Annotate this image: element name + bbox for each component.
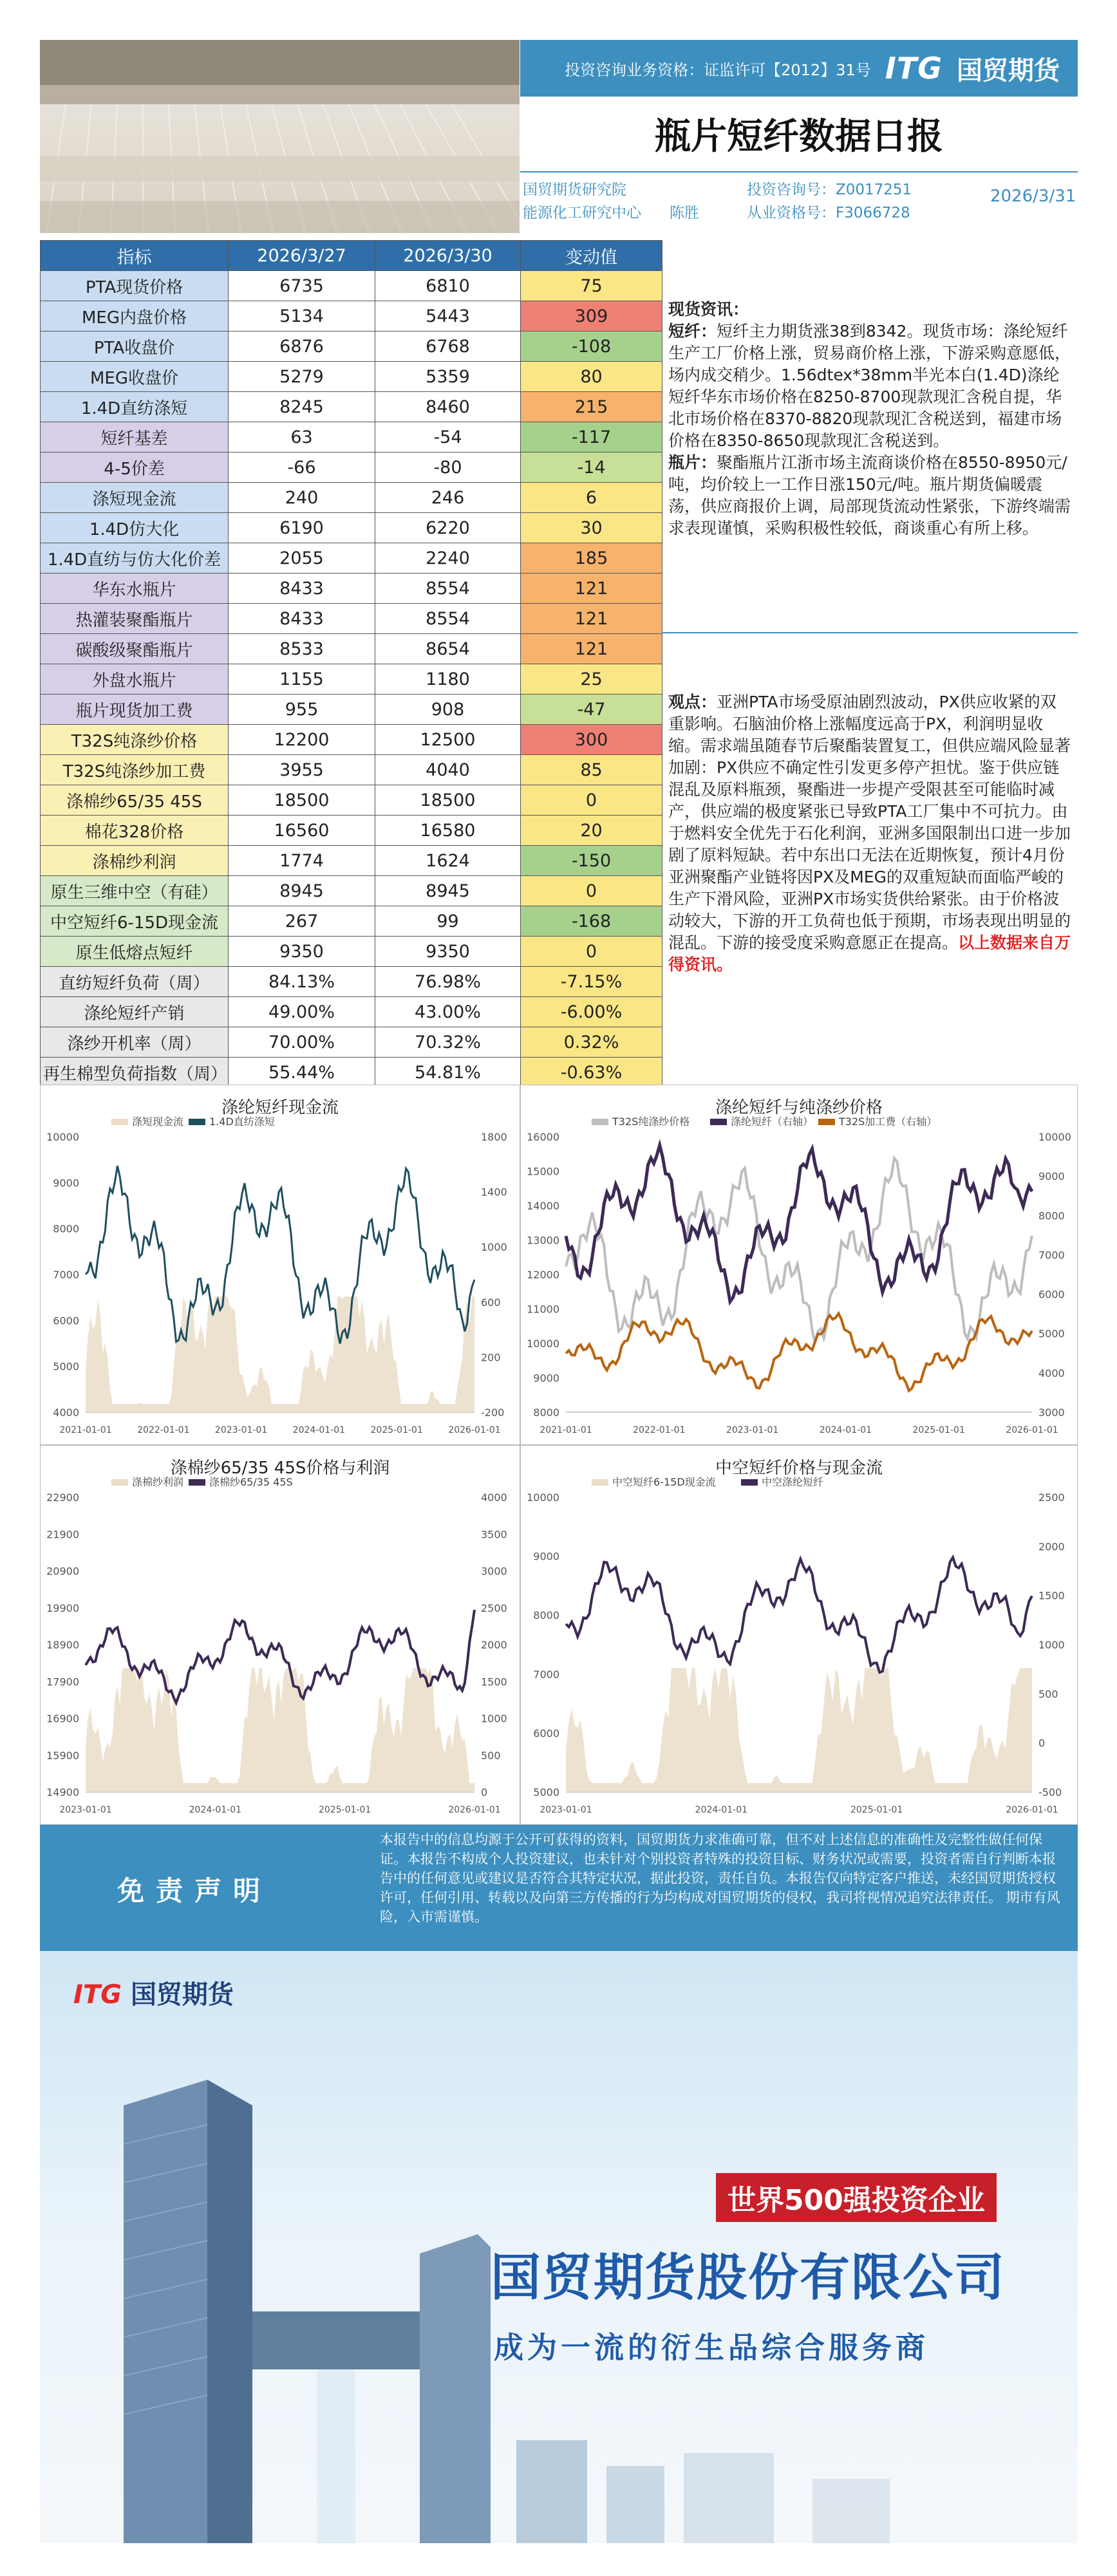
y-tick-right: 1400 [481, 1186, 507, 1199]
value-date-1: 6190 [229, 513, 375, 543]
y-tick-left: 6000 [53, 1314, 79, 1327]
x-tick: 2026-01-01 [448, 1805, 501, 1815]
chart-fiber-yarn-price [520, 1085, 1078, 1445]
chart-title: 涤纶短纤现金流 [221, 1098, 339, 1117]
y-tick-left: 7000 [533, 1668, 559, 1681]
company-slogan: 成为一流的衍生品综合服务商 [494, 2330, 929, 2365]
indicator-name: 1.4D直纺与仿大化价差 [41, 543, 229, 574]
change-value: 0.32% [521, 1027, 662, 1058]
indicator-name: 棉花328价格 [41, 816, 229, 846]
value-date-1: 55.44% [229, 1058, 375, 1088]
disclaimer-label: 免责声明 [117, 1875, 272, 1907]
x-tick: 2026-01-01 [1006, 1805, 1058, 1815]
value-date-1: 63 [229, 422, 375, 453]
x-tick: 2025-01-01 [912, 1425, 965, 1435]
indicator-name: 瓶片现货加工费 [41, 695, 229, 725]
table-row [41, 453, 662, 483]
data-table [40, 240, 662, 1088]
chart-title: 中空短纤价格与现金流 [715, 1459, 883, 1478]
header-change: 变动值 [521, 241, 662, 271]
y-tick-left: 15900 [46, 1749, 79, 1762]
spot-heading: 现货资讯： [668, 300, 749, 319]
value-date-2: 16580 [375, 816, 521, 846]
legend-swatch [710, 1119, 727, 1125]
value-date-2: 908 [375, 695, 521, 725]
table-header-row [41, 241, 662, 271]
legend-swatch [111, 1479, 128, 1486]
y-tick-left: 5000 [53, 1360, 79, 1373]
table-row [41, 755, 662, 785]
change-value: 0 [521, 876, 662, 906]
indicator-name: 原生低熔点短纤 [41, 937, 229, 967]
indicator-name: 涤纱开机率（周） [41, 1027, 229, 1058]
chart-hollow-fiber [520, 1445, 1078, 1825]
y-tick-right: 1500 [481, 1675, 507, 1688]
indicator-name: 短纤基差 [41, 422, 229, 453]
y-tick-right: 3500 [481, 1528, 507, 1541]
y-tick-right: -200 [481, 1406, 505, 1419]
x-tick: 2026-01-01 [1006, 1425, 1058, 1435]
indicator-name: T32S纯涤纱价格 [41, 725, 229, 755]
legend-label: T32S纯涤纱价格 [612, 1115, 690, 1128]
indicator-name: 热灌装聚酯瓶片 [41, 604, 229, 634]
y-tick-right: 1500 [1038, 1589, 1065, 1602]
y-tick-right: 0 [481, 1786, 488, 1798]
table-row [41, 362, 662, 392]
change-value: 30 [521, 513, 662, 543]
y-tick-right: 3000 [1038, 1406, 1065, 1419]
consult-number: 投资咨询号：Z0017251 [747, 182, 912, 198]
y-tick-left: 6000 [533, 1727, 559, 1740]
change-value: 121 [521, 574, 662, 604]
fortune-badge: 世界500强投资企业 [716, 2173, 997, 2222]
legend-label: T32S加工费（右轴） [839, 1115, 937, 1128]
x-tick: 2024-01-01 [189, 1805, 242, 1815]
indicator-name: T32S纯涤纱加工费 [41, 755, 229, 785]
header-date-2: 2026/3/30 [375, 241, 521, 271]
y-tick-right: 2500 [481, 1601, 507, 1614]
indicator-name: 涤棉纱利润 [41, 846, 229, 876]
x-tick: 2023-01-01 [214, 1425, 268, 1435]
value-date-1: 8433 [229, 604, 375, 634]
indicator-name: 碳酸级聚酯瓶片 [41, 634, 229, 664]
value-date-1: 2055 [229, 543, 375, 574]
company-name: 国贸期货股份有限公司 [491, 2249, 1006, 2307]
y-tick-left: 9000 [533, 1372, 559, 1385]
legend-swatch [818, 1119, 835, 1125]
legend-swatch [189, 1119, 205, 1125]
value-date-1: 70.00% [229, 1027, 375, 1058]
indicator-name: 涤短现金流 [41, 483, 229, 513]
value-date-2: 70.32% [375, 1027, 521, 1058]
change-value: 121 [521, 634, 662, 664]
header-indicator: 指标 [41, 241, 229, 271]
value-date-1: 16560 [229, 816, 375, 846]
legend-label: 中空涤纶短纤 [762, 1476, 824, 1488]
chart-svg [521, 1085, 1077, 1444]
x-tick: 2021-01-01 [540, 1425, 592, 1435]
value-date-2: 5359 [375, 362, 521, 392]
y-tick-right: 1000 [481, 1241, 507, 1254]
spot-label-fiber: 短纤： [668, 322, 717, 341]
value-date-2: 8460 [375, 392, 521, 422]
indicator-name: 涤棉纱65/35 45S [41, 785, 229, 816]
value-date-2: 8554 [375, 574, 521, 604]
y-tick-left: 8000 [533, 1406, 559, 1419]
x-tick: 2022-01-01 [633, 1425, 686, 1435]
table-row [41, 301, 662, 331]
indicator-name: PTA现货价格 [41, 271, 229, 301]
y-tick-right: 500 [1038, 1688, 1058, 1701]
change-value: 215 [521, 392, 662, 422]
spot-bottle-text: 聚酯瓶片江浙市场主流商谈价格在8550-8950元/吨，均价较上一工作日涨150元/吨。瓶片期货偏暖震荡，供应商报价上调，局部现货流动性紧张，下游终端需求表现谨慎，采购积极性较低，商谈重心有所上移。 [668, 453, 1071, 537]
table-row [41, 422, 662, 453]
change-value: -47 [521, 695, 662, 725]
table-row [41, 331, 662, 362]
y-tick-left: 19900 [46, 1601, 79, 1614]
chart-fiber-cashflow [40, 1085, 520, 1445]
banner-logo-en: ITG [73, 1980, 122, 2010]
x-tick: 2024-01-01 [819, 1425, 872, 1435]
table-row [41, 816, 662, 846]
legend-label: 涤棉纱65/35 45S [209, 1476, 293, 1488]
y-tick-left: 11000 [527, 1303, 559, 1316]
indicator-name: 直纺短纤负荷（周） [41, 967, 229, 997]
y-tick-right: 0 [1038, 1737, 1046, 1750]
legend-label: 1.4D直纺涤短 [209, 1115, 275, 1128]
y-tick-left: 10000 [527, 1491, 559, 1504]
view-label: 观点： [668, 693, 717, 711]
y-tick-left: 12000 [527, 1269, 559, 1281]
table-row [41, 876, 662, 906]
y-tick-left: 10000 [46, 1131, 79, 1143]
y-tick-left: 16900 [46, 1712, 79, 1725]
legend-label: 涤纶短纤（右轴） [731, 1115, 814, 1128]
value-date-2: 8945 [375, 876, 521, 906]
indicator-name: 涤纶短纤产销 [41, 997, 229, 1027]
chart-title: 涤纶短纤与纯涤纱价格 [715, 1098, 883, 1117]
license-text: 投资咨询业务资格：证监许可【2012】31号 [565, 61, 871, 79]
change-value: 300 [521, 725, 662, 755]
y-tick-left: 8000 [53, 1222, 79, 1235]
y-tick-left: 21900 [46, 1528, 79, 1541]
value-date-1: 1774 [229, 846, 375, 876]
change-value: 309 [521, 301, 662, 331]
indicator-name: 原生三维中空（有硅） [41, 876, 229, 906]
x-tick: 2026-01-01 [448, 1425, 501, 1435]
x-tick: 2023-01-01 [540, 1805, 592, 1815]
table-row [41, 634, 662, 664]
spot-label-bottle: 瓶片： [668, 453, 717, 472]
change-value: -0.63% [521, 1058, 662, 1088]
y-tick-right: 4000 [481, 1491, 507, 1504]
value-date-1: 12200 [229, 725, 375, 755]
change-value: 25 [521, 664, 662, 695]
table-row [41, 483, 662, 513]
y-tick-right: 1000 [1038, 1639, 1065, 1651]
area-series [86, 1296, 474, 1412]
table-row [41, 574, 662, 604]
value-date-1: 1155 [229, 664, 375, 695]
table-row [41, 906, 662, 937]
value-date-1: 955 [229, 695, 375, 725]
y-tick-left: 15000 [527, 1165, 559, 1178]
x-tick: 2025-01-01 [318, 1805, 371, 1815]
value-date-2: 1624 [375, 846, 521, 876]
y-tick-right: 1800 [481, 1131, 507, 1143]
value-date-2: -54 [375, 422, 521, 453]
chart-svg [521, 1446, 1077, 1824]
banner-logo-cn: 国贸期货 [130, 1980, 234, 2010]
table-row [41, 997, 662, 1027]
chart-blended-yarn [40, 1445, 520, 1825]
indicator-name: MEG收盘价 [41, 362, 229, 392]
brand-name: 国贸期货 [957, 55, 1060, 86]
x-tick: 2025-01-01 [850, 1805, 903, 1815]
header-date-1: 2026/3/27 [229, 241, 375, 271]
value-date-1: 8533 [229, 634, 375, 664]
table-row [41, 1058, 662, 1088]
data-source-note: 以上数据来自万得资讯。 [668, 933, 1071, 974]
legend-swatch [592, 1479, 608, 1486]
x-tick: 2024-01-01 [695, 1805, 748, 1815]
line-series [86, 1166, 474, 1343]
change-value: 80 [521, 362, 662, 392]
change-value: 185 [521, 543, 662, 574]
disclaimer-text: 本报告中的信息均源于公开可获得的资料，国贸期货力求准确可靠，但不对上述信息的准确性及完整性做任何保证。本报告不构成个人投资建议，也未针对个别投资者特殊的投资目标、财务状况或需要，投资者需自行判断本报告中的任何意见或建议是否符合其特定状况，据此投资，责任自负。本报告仅向特定客户推送，未经国贸期货授权许可，任何引用、转载以及向第三方传播的行为均构成对国贸期货的侵权，我司将视情况追究法律责任。 期市有风险，入市需谨慎。 [380, 1832, 1060, 1925]
value-date-1: 5279 [229, 362, 375, 392]
y-tick-right: 2500 [1038, 1491, 1065, 1504]
chart-svg [41, 1085, 520, 1444]
table-row [41, 967, 662, 997]
legend-swatch [741, 1479, 758, 1486]
table-body [41, 271, 662, 1088]
table-row [41, 785, 662, 816]
y-tick-right: 8000 [1038, 1209, 1065, 1222]
value-date-2: 6810 [375, 271, 521, 301]
indicator-name: 再生棉型负荷指数（周） [41, 1058, 229, 1088]
area-series [566, 1668, 1032, 1792]
chart-title: 涤棉纱65/35 45S价格与利润 [170, 1459, 390, 1478]
table-row [41, 513, 662, 543]
indicator-name: 中空短纤6-15D现金流 [41, 906, 229, 937]
y-tick-left: 13000 [527, 1234, 559, 1247]
loom-illustration [40, 40, 520, 233]
value-date-1: -66 [229, 453, 375, 483]
value-date-1: 8945 [229, 876, 375, 906]
table-row [41, 271, 662, 301]
center-name: 能源化工研究中心 [523, 205, 641, 221]
value-date-1: 267 [229, 906, 375, 937]
y-tick-left: 4000 [53, 1406, 79, 1419]
spot-fiber-text: 短纤主力期货涨38到8342。现货市场：涤纶短纤生产工厂价格上涨，贸易商价格上涨，下游采购意愿低，场内成交稍少。1.56dtex*38mm半光本白(1.4D)涤纶短纤华东市场价格在8250-8700现款现汇含税自提，华北市场价格在8370-8820现款现汇含税送到，福建市场价格在8350-8650现款现汇含税送到。 [668, 322, 1071, 450]
y-tick-left: 10000 [527, 1338, 559, 1350]
legend-swatch [592, 1119, 608, 1125]
table-row [41, 604, 662, 634]
legend-swatch [111, 1119, 128, 1125]
change-value: -108 [521, 331, 662, 362]
view-panel [662, 689, 1078, 1075]
indicator-name: MEG内盘价格 [41, 301, 229, 331]
company-banner [40, 1951, 1078, 2543]
value-date-2: 5443 [375, 301, 521, 331]
value-date-2: 18500 [375, 785, 521, 816]
y-tick-right: 2000 [1038, 1540, 1065, 1553]
panel-divider [662, 632, 1078, 633]
x-tick: 2024-01-01 [292, 1425, 346, 1435]
y-tick-right: 5000 [1038, 1327, 1065, 1340]
indicator-name: 1.4D仿大化 [41, 513, 229, 543]
value-date-1: 6735 [229, 271, 375, 301]
line-series [566, 1314, 1032, 1391]
x-tick: 2023-01-01 [726, 1425, 779, 1435]
indicator-name: PTA收盘价 [41, 331, 229, 362]
x-tick: 2021-01-01 [59, 1425, 112, 1435]
value-date-1: 84.13% [229, 967, 375, 997]
legend-label: 涤棉纱利润 [132, 1476, 184, 1488]
x-tick: 2023-01-01 [59, 1805, 112, 1815]
change-value: -14 [521, 453, 662, 483]
change-value: -150 [521, 846, 662, 876]
table-row [41, 937, 662, 967]
change-value: 0 [521, 937, 662, 967]
indicator-name: 4-5价差 [41, 453, 229, 483]
y-tick-right: 500 [481, 1749, 501, 1762]
y-tick-left: 22900 [46, 1491, 79, 1504]
value-date-1: 6876 [229, 331, 375, 362]
value-date-2: 12500 [375, 725, 521, 755]
value-date-2: 76.98% [375, 967, 521, 997]
y-tick-left: 7000 [53, 1269, 79, 1281]
table-row [41, 1027, 662, 1058]
table-row [41, 725, 662, 755]
change-value: 121 [521, 604, 662, 634]
y-tick-left: 17900 [46, 1675, 79, 1688]
y-tick-right: 600 [481, 1296, 501, 1309]
chart-svg [41, 1446, 520, 1824]
value-date-1: 5134 [229, 301, 375, 331]
value-date-2: 54.81% [375, 1058, 521, 1088]
report-title: 瓶片短纤数据日报 [520, 97, 1078, 173]
spot-news-panel [662, 296, 1078, 631]
value-date-2: 8554 [375, 604, 521, 634]
legend-label: 中空短纤6-15D现金流 [612, 1476, 716, 1488]
change-value: -7.15% [521, 967, 662, 997]
y-tick-right: 9000 [1038, 1170, 1065, 1183]
indicator-name: 1.4D直纺涤短 [41, 392, 229, 422]
value-date-2: 8654 [375, 634, 521, 664]
change-value: 20 [521, 816, 662, 846]
y-tick-left: 14000 [527, 1200, 559, 1212]
value-date-1: 8245 [229, 392, 375, 422]
y-tick-right: 4000 [1038, 1367, 1065, 1379]
legend-swatch [189, 1479, 205, 1486]
y-tick-right: -500 [1038, 1786, 1062, 1798]
report-meta [520, 173, 1078, 233]
value-date-2: 99 [375, 906, 521, 937]
value-date-2: -80 [375, 453, 521, 483]
y-tick-left: 9000 [533, 1550, 559, 1563]
y-tick-left: 9000 [53, 1177, 79, 1190]
value-date-1: 3955 [229, 755, 375, 785]
change-value: -168 [521, 906, 662, 937]
value-date-1: 18500 [229, 785, 375, 816]
indicator-name: 外盘水瓶片 [41, 664, 229, 695]
analyst-name: 陈胜 [670, 205, 699, 221]
y-tick-left: 14900 [46, 1786, 79, 1798]
value-date-2: 4040 [375, 755, 521, 785]
area-series [86, 1668, 474, 1792]
y-tick-right: 7000 [1038, 1249, 1065, 1262]
change-value: 6 [521, 483, 662, 513]
disclaimer-section [40, 1825, 1078, 1951]
change-value: -117 [521, 422, 662, 453]
institute-name: 国贸期货研究院 [523, 182, 626, 198]
table-row [41, 695, 662, 725]
value-date-1: 9350 [229, 937, 375, 967]
report-date: 2026/3/31 [990, 187, 1076, 206]
y-tick-right: 6000 [1038, 1288, 1065, 1301]
y-tick-right: 200 [481, 1351, 501, 1364]
legend-label: 涤短现金流 [132, 1115, 184, 1128]
qualification-number: 从业资格号：F3066728 [747, 205, 910, 221]
y-tick-left: 8000 [533, 1609, 559, 1622]
table-row [41, 846, 662, 876]
table-row [41, 543, 662, 574]
table-row [41, 392, 662, 422]
change-value: 85 [521, 755, 662, 785]
x-tick: 2022-01-01 [137, 1425, 190, 1435]
y-tick-right: 10000 [1038, 1131, 1071, 1143]
y-tick-right: 2000 [481, 1639, 507, 1651]
view-text: 亚洲PTA市场受原油剧烈波动，PX供应收紧的双重影响。石脑油价格上涨幅度远高于PX，利润明显收缩。需求端虽随春节后聚酯装置复工，但供应端风险显著加剧：PX供应不确定性引发更多停产担忧。鉴于供应链混乱及原料瓶颈，聚酯进一步提产受限甚至可能临时减产，供应端的极度紧张已导致PTA工厂集中不可抗力。由于燃料安全优先于石化利润，亚洲多国限制出口进一步加剧了原料短缺。若中东出口无法在近期恢复，预计4月份亚洲聚酯产业链将因PX及MEG的双重短缺而面临严峻的生产下滑风险，亚洲PX市场实货供给紧张。由于价格波动较大，下游的开工负荷也低于预期，市场表现出明显的混乱。下游的接受度采购意愿正在提高。 [668, 693, 1071, 952]
change-value: 75 [521, 271, 662, 301]
value-date-1: 240 [229, 483, 375, 513]
header-bar [520, 40, 1078, 97]
x-tick: 2025-01-01 [370, 1425, 423, 1435]
table-row [41, 664, 662, 695]
line-series [566, 1558, 1032, 1673]
y-tick-right: 1000 [481, 1712, 507, 1725]
y-tick-left: 18900 [46, 1639, 79, 1651]
value-date-1: 49.00% [229, 997, 375, 1027]
value-date-1: 8433 [229, 574, 375, 604]
value-date-2: 6768 [375, 331, 521, 362]
y-tick-right: 3000 [481, 1565, 507, 1578]
itg-logo: ITG [885, 51, 943, 86]
change-value: 0 [521, 785, 662, 816]
change-value: -6.00% [521, 997, 662, 1027]
value-date-2: 2240 [375, 543, 521, 574]
header-photo [40, 40, 520, 233]
indicator-name: 华东水瓶片 [41, 574, 229, 604]
y-tick-left: 5000 [533, 1786, 559, 1798]
value-date-2: 246 [375, 483, 521, 513]
banner-logo [73, 1974, 234, 2011]
value-date-2: 6220 [375, 513, 521, 543]
value-date-2: 43.00% [375, 997, 521, 1027]
value-date-2: 9350 [375, 937, 521, 967]
y-tick-left: 20900 [46, 1565, 79, 1578]
y-tick-left: 16000 [527, 1131, 559, 1143]
value-date-2: 1180 [375, 664, 521, 695]
